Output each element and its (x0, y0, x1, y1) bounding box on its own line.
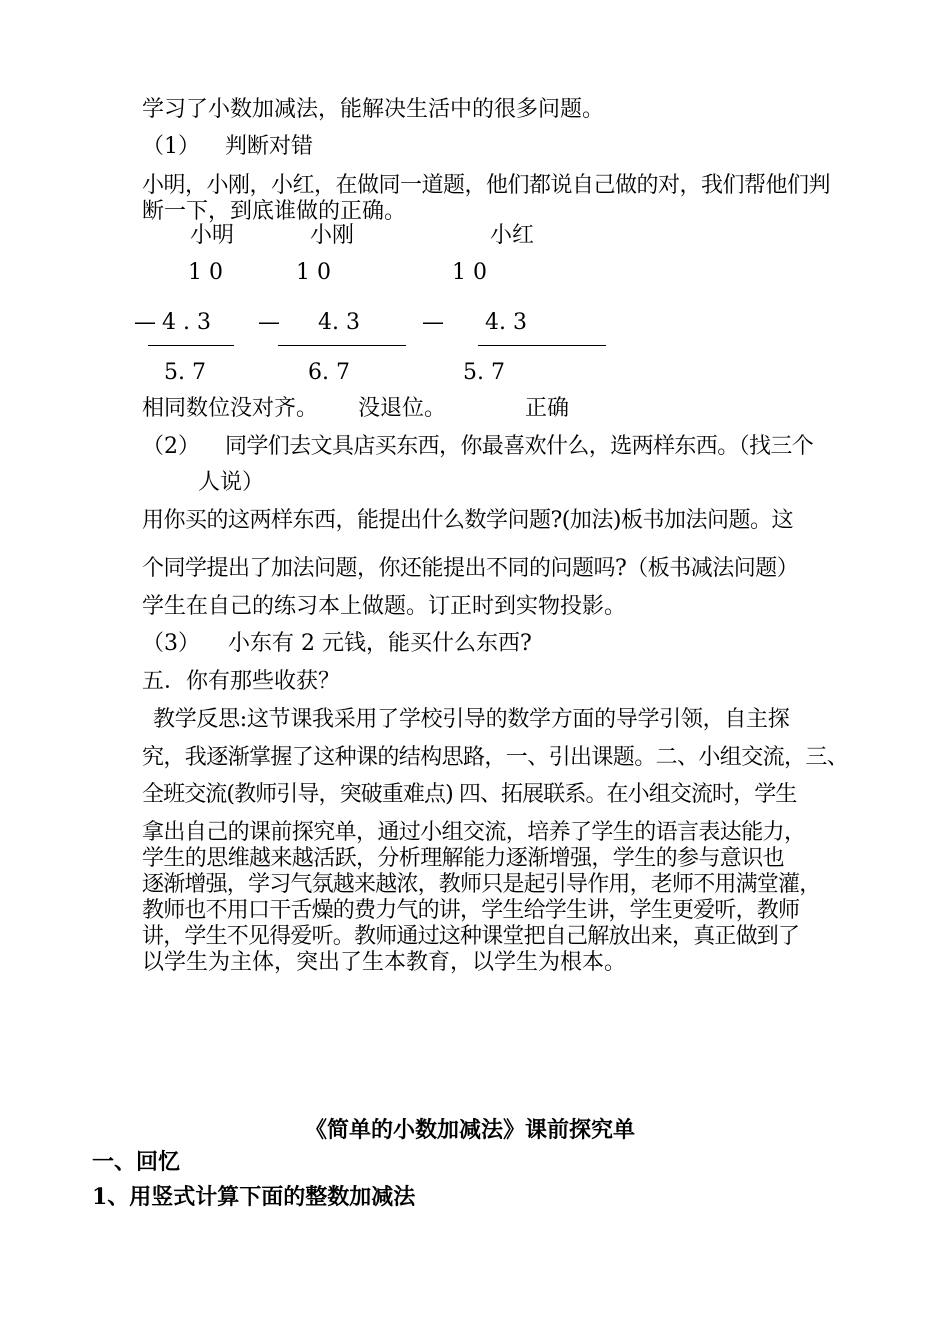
reflection-line-8: 讲，学生不见得爱听。教师通过这种课堂把自己解放出来，真正做到了 (142, 924, 800, 949)
calc-rule-xiaoming (148, 345, 234, 346)
section-five-heading: 五．你有那些收获？ (142, 669, 341, 694)
calc-top-xiaohong: 1 0 (452, 260, 487, 285)
calc-rule-xiaogang (278, 345, 406, 346)
calc-name-xiaohong: 小红 (490, 223, 535, 248)
verdict-xiaoming: 相同数位没对齐。 (142, 396, 319, 421)
calc-name-xiaoming: 小明 (190, 223, 235, 248)
reflection-line-2: 究，我逐渐掌握了这种课的结构思路，一、引出课题。二、小组交流，三、 (142, 745, 849, 770)
calc-subtrahend-xiaohong: 4. 3 (485, 310, 527, 335)
calc-minus-xiaohong: — (422, 310, 444, 335)
question-1-desc-line-2: 断一下，到底谁做的正确。 (142, 199, 407, 224)
question-3-number: （3） (142, 631, 200, 656)
calc-minus-xiaoming: — (134, 310, 156, 335)
calc-subtrahend-xiaogang: 4. 3 (318, 310, 360, 335)
calc-top-xiaogang: 1 0 (296, 260, 331, 285)
question-2-line-2: 人说） (198, 470, 265, 495)
calc-result-xiaogang: 6. 7 (308, 360, 350, 385)
worksheet-title: 《简单的小数加减法》课前探究单 (305, 1117, 636, 1143)
question-2-line-1: 同学们去文具店买东西，你最喜欢什么，选两样东西。（找三个 (225, 434, 814, 459)
question-1-desc-line-1: 小明，小刚，小红，在做同一道题，他们都说自己做的对，我们帮他们判 (142, 173, 831, 198)
question-2-para-2: 个同学提出了加法问题，你还能提出不同的问题吗?（板书减法问题） (142, 556, 799, 581)
reflection-line-7: 教师也不用口干舌燥的费力气的讲，学生给学生讲，学生更爱听，教师 (142, 898, 800, 923)
calc-minus-xiaogang: — (258, 310, 280, 335)
worksheet-section-heading: 一、回忆 (92, 1149, 181, 1175)
question-1-number: （1） (142, 134, 200, 159)
reflection-line-3: 全班交流(教师引导，突破重难点) 四、拓展联系。在小组交流时，学生 (142, 782, 797, 807)
calc-result-xiaohong: 5. 7 (463, 360, 505, 385)
question-2-number: （2） (142, 434, 200, 459)
worksheet-item-1: 1、用竖式计算下面的整数加减法 (92, 1184, 416, 1210)
calc-rule-xiaohong (478, 345, 606, 346)
calc-name-xiaogang: 小刚 (310, 223, 355, 248)
calc-subtrahend-xiaoming: 4 . 3 (162, 310, 211, 335)
reflection-line-5: 学生的思维越来越活跃，分析理解能力逐渐增强，学生的参与意识也 (142, 846, 785, 871)
question-3-text: 小东有 2 元钱，能买什么东西? (228, 631, 532, 656)
verdict-xiaohong: 正确 (525, 396, 570, 421)
question-1-title: 判断对错 (225, 134, 314, 159)
reflection-line-6: 逐渐增强，学习气氛越来越浓，教师只是起引导作用，老师不用满堂灌， (142, 872, 821, 897)
reflection-line-9: 以学生为主体，突出了生本教育，以学生为根本。 (142, 950, 627, 975)
reflection-line-1: 教学反思:这节课我采用了学校引导的数学方面的导学引领，自主探 (153, 707, 790, 732)
verdict-xiaogang: 没退位。 (358, 396, 447, 421)
question-2-para-1: 用你买的这两样东西，能提出什么数学问题?(加法)板书加法问题。这 (142, 508, 793, 533)
question-2-para-3: 学生在自己的练习本上做题。订正时到实物投影。 (142, 594, 627, 619)
calc-result-xiaoming: 5. 7 (164, 360, 206, 385)
reflection-line-4: 拿出自己的课前探究单，通过小组交流，培养了学生的语言表达能力， (142, 820, 806, 845)
intro-line: 学习了小数加减法，能解决生活中的很多问题。 (142, 97, 605, 122)
calc-top-xiaoming: 1 0 (188, 260, 223, 285)
